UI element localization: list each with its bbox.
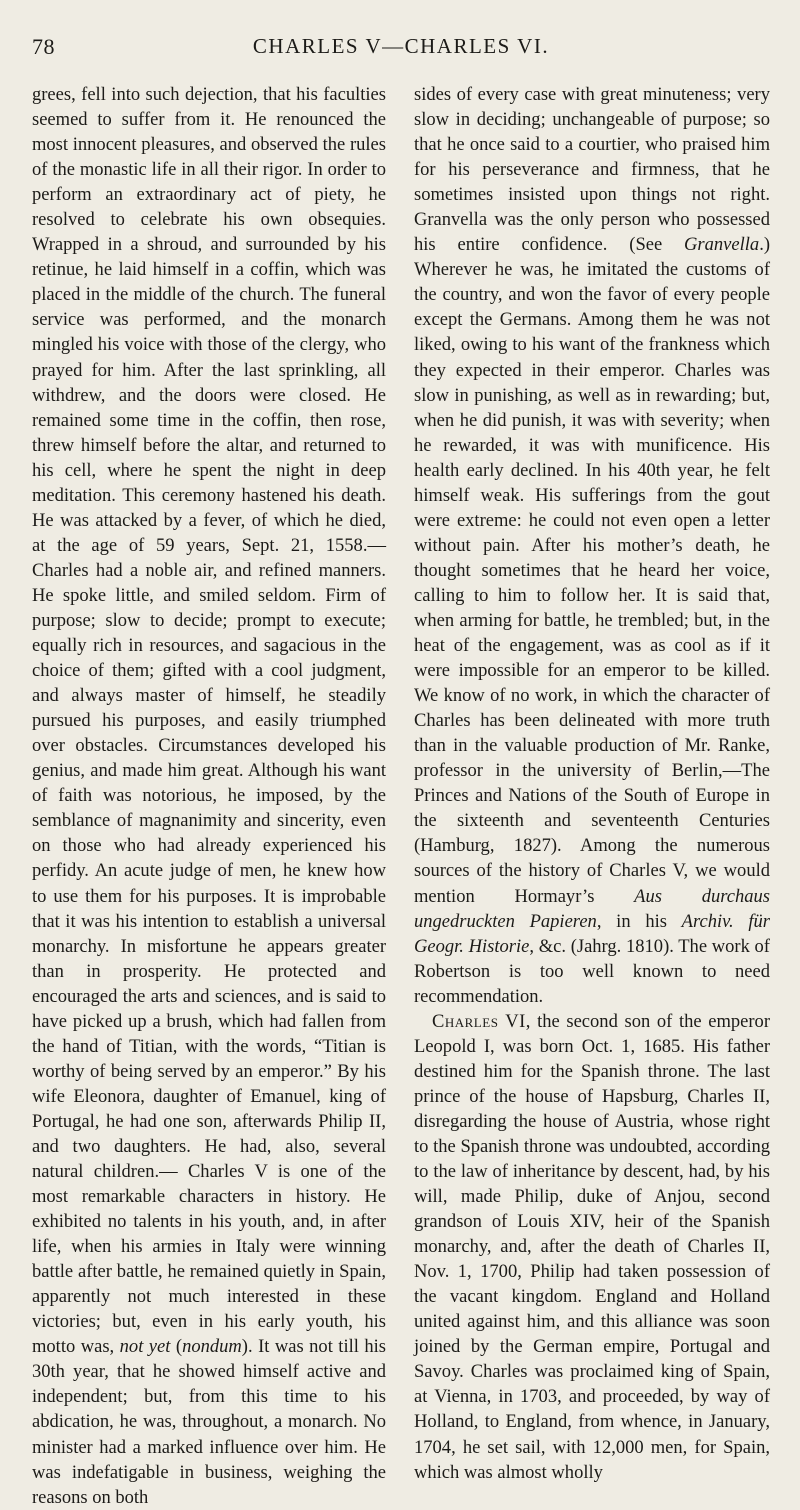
running-head: CHARLES V—CHARLES VI. [252, 34, 550, 58]
text-run: , &c. (Jahrg. 1810). The work of Robertson is too well known to need recommendation. [414, 935, 770, 1007]
text-run: grees, fell into such dejection, that his faculties seemed to suffer from it. He renounced the most innocent pleasures, and observed the rules of the monastic life in all their rigor. In order to perform an extraordinary act of piety, he resolved to celebrate his own obsequies. Wrapped in a shroud, and surrounded by his retinue, he laid himself in a coffin, which was placed in the middle of the church. The funeral service was performed, and the monarch mingled his voice with those of the clergy, who prayed for him. After the last sprinkling, all withdrew, and the doors were closed. He remained some time in the coffin, then rose, threw himself before the altar, and returned to his cell, where he spent the night in deep meditation. This ceremony hastened his death. He was attacked by a fever, of which he died, at the age of 59 years, Sept. 21, 1558.— Charles had a noble air, and refined manners. He spoke little, and smiled seldom. Firm of purpose; slow to decide; prompt to execute; equally rich in resources, and sagacious in the choice of them; gifted with a cool judgment, and always master of himself, he steadily pursued his purposes, and easily triumphed over obstacles. Circumstances developed his genius, and made him great. Although his want of faith was notorious, he imposed, by the semblance of magnanimity and sincerity, even on those who had already experienced his perfidy. An acute judge of men, he knew how to use them for his purposes. It is improbable that it was his intention to establish a universal monarchy. In misfortune he appears greater than in prosperity. He protected and encouraged the arts and sciences, and is said to have picked up a brush, which had fallen from the hand of Titian, with the words, “Titian is worthy of being served by an emperor.” By his wife Eleonora, daughter of Emanuel, king of Portugal, he had one son, afterwards Philip II, and two daughters. He had, also, several natural children.— Charles V is one of the most remarkable characters in history. He exhibited no talents in his youth, and, in after life, when his armies in Italy were winning battle after battle, he remained quietly in Spain, apparently not much interested in these victories; but, even in his early youth, his motto was, [32, 84, 386, 1358]
entry-charles-vi [414, 1009, 770, 1485]
page-number: 78 [32, 34, 55, 59]
left-column-paragraph [32, 82, 386, 1510]
text-run: sides of every case with great minuteness; very slow in deciding; unchangeable of purpose; so that he once said to a courtier, who praised him for his perseverance and firmness, that he sometimes insisted upon things not right. Granvella was the only person who possessed his entire confidence. (See [414, 84, 770, 256]
right-column-paragraph [414, 82, 770, 1009]
left-column [32, 82, 387, 1508]
motto-latin: nondum [182, 1336, 242, 1358]
right-column [414, 82, 770, 1483]
entry-headword: Charles VI [432, 1010, 526, 1032]
page-header [32, 34, 770, 68]
motto-text: not yet [119, 1336, 171, 1358]
text-run: , the second son of the emperor Leopold I, was born Oct. 1, 1685. His father destined him for the Spanish throne. The last prince of the house of Hapsburg, Charles II, disregarding the house of Austria, whose right to the Spanish throne was undoubted, according to the law of inheritance by descent, had, by his will, made Philip, duke of Anjou, second grandson of Louis XIV, heir of the Spanish monarchy, and, after the death of Charles II, Nov. 1, 1700, Philip had taken possession of the vacant kingdom. England and Holland united against him, and this alliance was soon joined by the German empire, Portugal and Savoy. Charles was proclaimed king of Spain, at Vienna, in 1703, and proceeded, by way of Holland, to England, from whence, in January, 1704, he set sail, with 12,000 men, for Spain, which was almost wholly [414, 1010, 770, 1483]
cross-reference-granvella: Granvella [684, 234, 760, 256]
text-run: ). It was not till his 30th year, that he showed himself active and independent; but, from this time to his abdication, he was, throughout, a monarch. No minister had a marked influence over him. He was indefatigable in business, weighing the reasons on both [32, 1336, 387, 1508]
archive-title: Archiv. für Geogr. Historie [414, 910, 770, 957]
text-run: , in his [596, 910, 682, 932]
work-title: Aus durchaus ungedruckten Papieren [414, 885, 770, 932]
text-run: .) Wherever he was, he imitated the customs of the country, and won the favor of every people except the Germans. Among them he was not liked, owing to his want of the frankness which they expected in their emperor. Charles was slow in punishing, as well as in rewarding; but, when he did punish, it was with severity; when he rewarded, it was with munificence. His health early declined. In his 40th year, he felt himself weak. His sufferings from the gout were extreme: he could not even open a letter without pain. After his mother’s death, he thought sometimes that he heard her voice, calling to him to follow her. It is said that, when arming for battle, he trembled; but, in the heat of the engagement, was as cool as if it were impossible for an emperor to be killed. We know of no work, in which the character of Charles has been delineated with more truth than in the valuable production of Mr. Ranke, professor in the university of Berlin,—The Princes and Nations of the South of Europe in the sixteenth and seventeenth Centuries (Hamburg, 1827). Among the numerous sources of the history of Charles V, we would mention Hormayr’s [414, 234, 770, 907]
text-run: ( [170, 1336, 183, 1358]
